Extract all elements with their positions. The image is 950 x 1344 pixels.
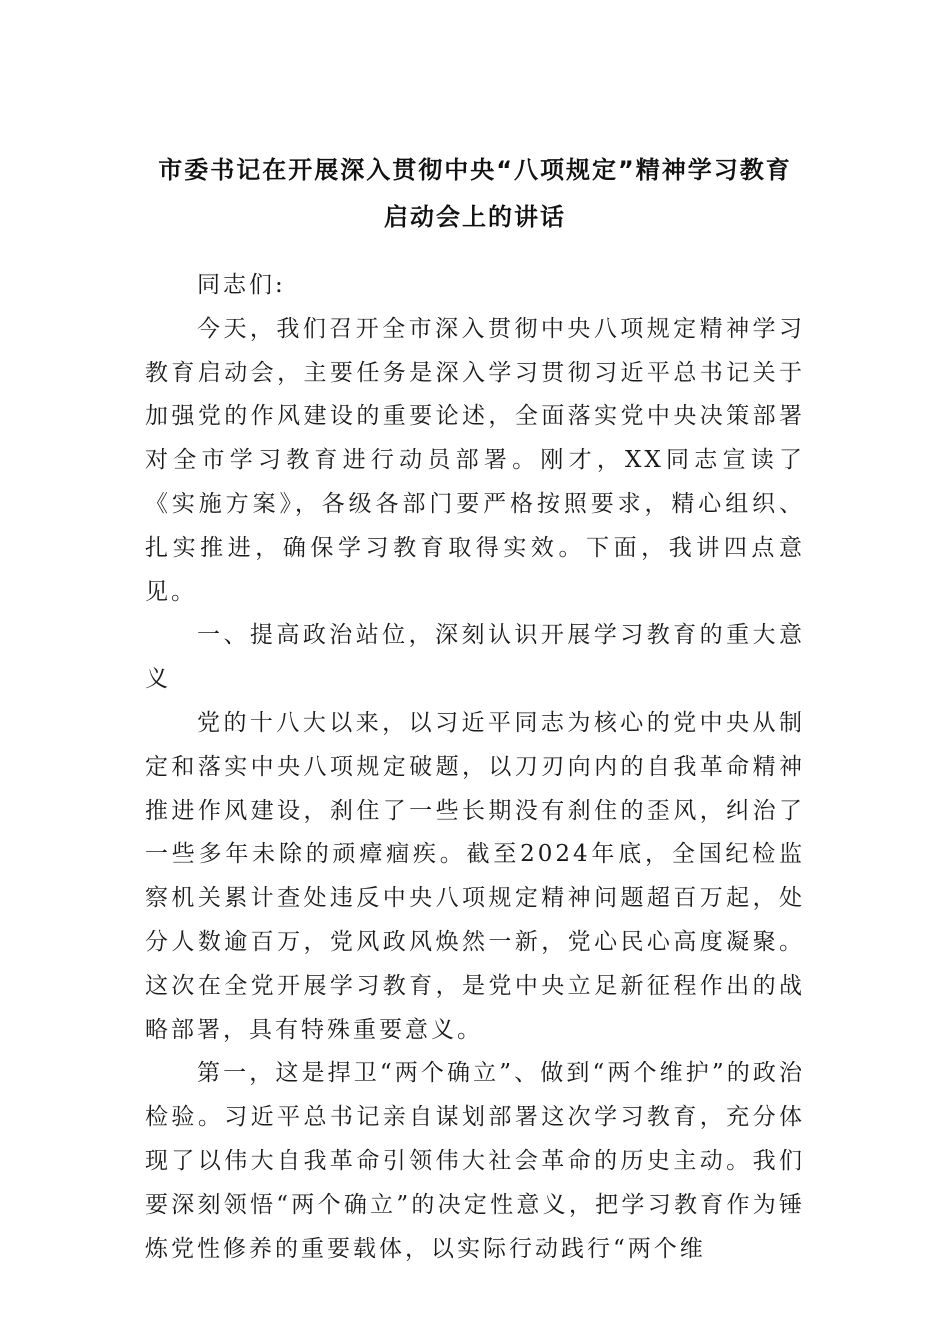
document-title-line-2: 启动会上的讲话 bbox=[384, 203, 566, 231]
salutation: 同志们: bbox=[197, 272, 286, 298]
section-heading-1: 一、提高政治站位，深刻认识开展学习教育的重大意义 bbox=[145, 622, 805, 693]
document-title-line-1: 市委书记在开展深入贯彻中央“八项规定”精神学习教育 bbox=[158, 156, 792, 184]
paragraph-opening: 今天，我们召开全市深入贯彻中央八项规定精神学习教育启动会，主要任务是深入学习贯彻习近平总书记关于加强党的作风建设的重要论述，全面落实党中央决策部署对全市学习教育进行动员部署。刚才，XX同志宣读了《实施方案》，各级各部门要严格按照要求，精心组织、扎实推进，确保学习教育取得实效。下面，我讲四点意见。 bbox=[145, 315, 805, 605]
paragraph-background: 党的十八大以来，以习近平同志为核心的党中央从制定和落实中央八项规定破题，以刀刃向内的自我革命精神推进作风建设，刹住了一些长期没有刹住的歪风，纠治了一些多年未除的顽瘴痼疾。截至2024年底，全国纪检监察机关累计查处违反中央八项规定精神问题超百万起，处分人数逾百万，党风政风焕然一新，党心民心高度凝聚。这次在全党开展学习教育，是党中央立足新征程作出的战略部署，具有特殊重要意义。 bbox=[145, 709, 805, 1043]
paragraph-point-1: 第一，这是捍卫“两个确立”、做到“两个维护”的政治检验。习近平总书记亲自谋划部署这次学习教育，充分体现了以伟大自我革命引领伟大社会革命的历史主动。我们要深刻领悟“两个确立”的决定性意义，把学习教育作为锤炼党性修养的重要载体，以实际行动践行“两个维 bbox=[145, 1060, 805, 1262]
document-body bbox=[145, 264, 805, 1271]
